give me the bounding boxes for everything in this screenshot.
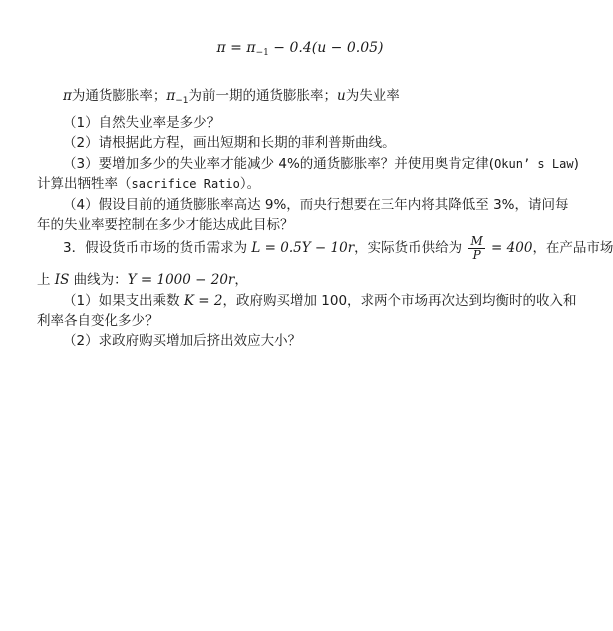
eq-lhs: π xyxy=(216,40,226,56)
problem-3-question-1-line-2: 利率各自变化多少？ xyxy=(37,313,159,329)
q3-text: （3）要增加多少的失业率才能减少 4%的通货膨胀率？并使用奥肯定律( xyxy=(63,156,495,172)
problem-3-line-1 xyxy=(63,232,613,264)
q3-text-3: ）。 xyxy=(239,176,261,192)
is-label: IS xyxy=(54,272,70,288)
question-1: （1）自然失业率是多少？ xyxy=(63,115,221,131)
money-demand-formula: L = 0.5Y − 10r xyxy=(251,240,355,256)
p3-text-b: ，实际货币供给为 xyxy=(354,240,467,256)
problem-3-question-1-line-1 xyxy=(63,289,577,309)
multiplier-formula: K = 2 xyxy=(183,293,223,309)
question-2: （2）请根据此方程，画出短期和长期的菲利普斯曲线。 xyxy=(63,135,396,151)
def-text-1: 为通货膨胀率； xyxy=(71,88,167,104)
eq-sign: = xyxy=(225,40,247,56)
money-supply-fraction xyxy=(468,235,484,262)
fraction-denominator: P xyxy=(472,247,481,262)
problem-3-line-2 xyxy=(37,268,248,288)
eq-pi: π xyxy=(246,40,256,56)
eq-subscript: −1 xyxy=(255,48,269,58)
def-text-3: 为失业率 xyxy=(345,88,400,104)
problem-3-question-2: （2）求政府购买增加后挤出效应大小？ xyxy=(63,333,302,349)
p3-text-d: 上 xyxy=(37,272,55,288)
def-text-2: 为前一期的通货膨胀率； xyxy=(188,88,338,104)
question-3-line-1 xyxy=(63,152,579,172)
def-pi-prev: π xyxy=(166,88,176,104)
q3-text-2: 计算出牺牲率（ xyxy=(37,176,132,192)
fraction-numerator: M xyxy=(470,233,483,248)
p3-text-e: 曲线为： xyxy=(69,272,128,288)
p3-text-a: 3．假设货币市场的货币需求为 xyxy=(63,240,252,256)
phillips-equation xyxy=(0,40,600,58)
question-3-line-2 xyxy=(37,172,260,192)
q3-okun-law: Okun’ s Law xyxy=(494,157,574,171)
def-pi: π xyxy=(63,88,72,104)
question-4-line-2: 年的失业率要控制在多少才能达成此目标？ xyxy=(37,217,294,233)
p3q1-text-b: ，政府购买增加 100，求两个市场再次达到均衡时的收入和 xyxy=(222,293,577,309)
eq-rest: − 0.4(u − 0.05) xyxy=(268,40,384,56)
def-u: u xyxy=(337,88,346,104)
p3-text-f: ， xyxy=(234,272,248,288)
question-4-line-1: （4）假设目前的通货膨胀率高达 9%，而央行想要在三年内将其降低至 3%，请问每 xyxy=(63,197,569,213)
p3q1-text-a: （1）如果支出乘数 xyxy=(63,293,184,309)
p3-text-c: ，在产品市场 xyxy=(532,240,613,256)
q3-paren: ) xyxy=(573,156,579,172)
q3-sacrifice-ratio: sacrifice Ratio xyxy=(131,177,240,191)
definitions-line xyxy=(63,84,400,106)
def-subscript: −1 xyxy=(175,96,189,106)
money-supply-value: = 400 xyxy=(486,240,533,256)
is-curve-formula: Y = 1000 − 20r xyxy=(127,272,235,288)
